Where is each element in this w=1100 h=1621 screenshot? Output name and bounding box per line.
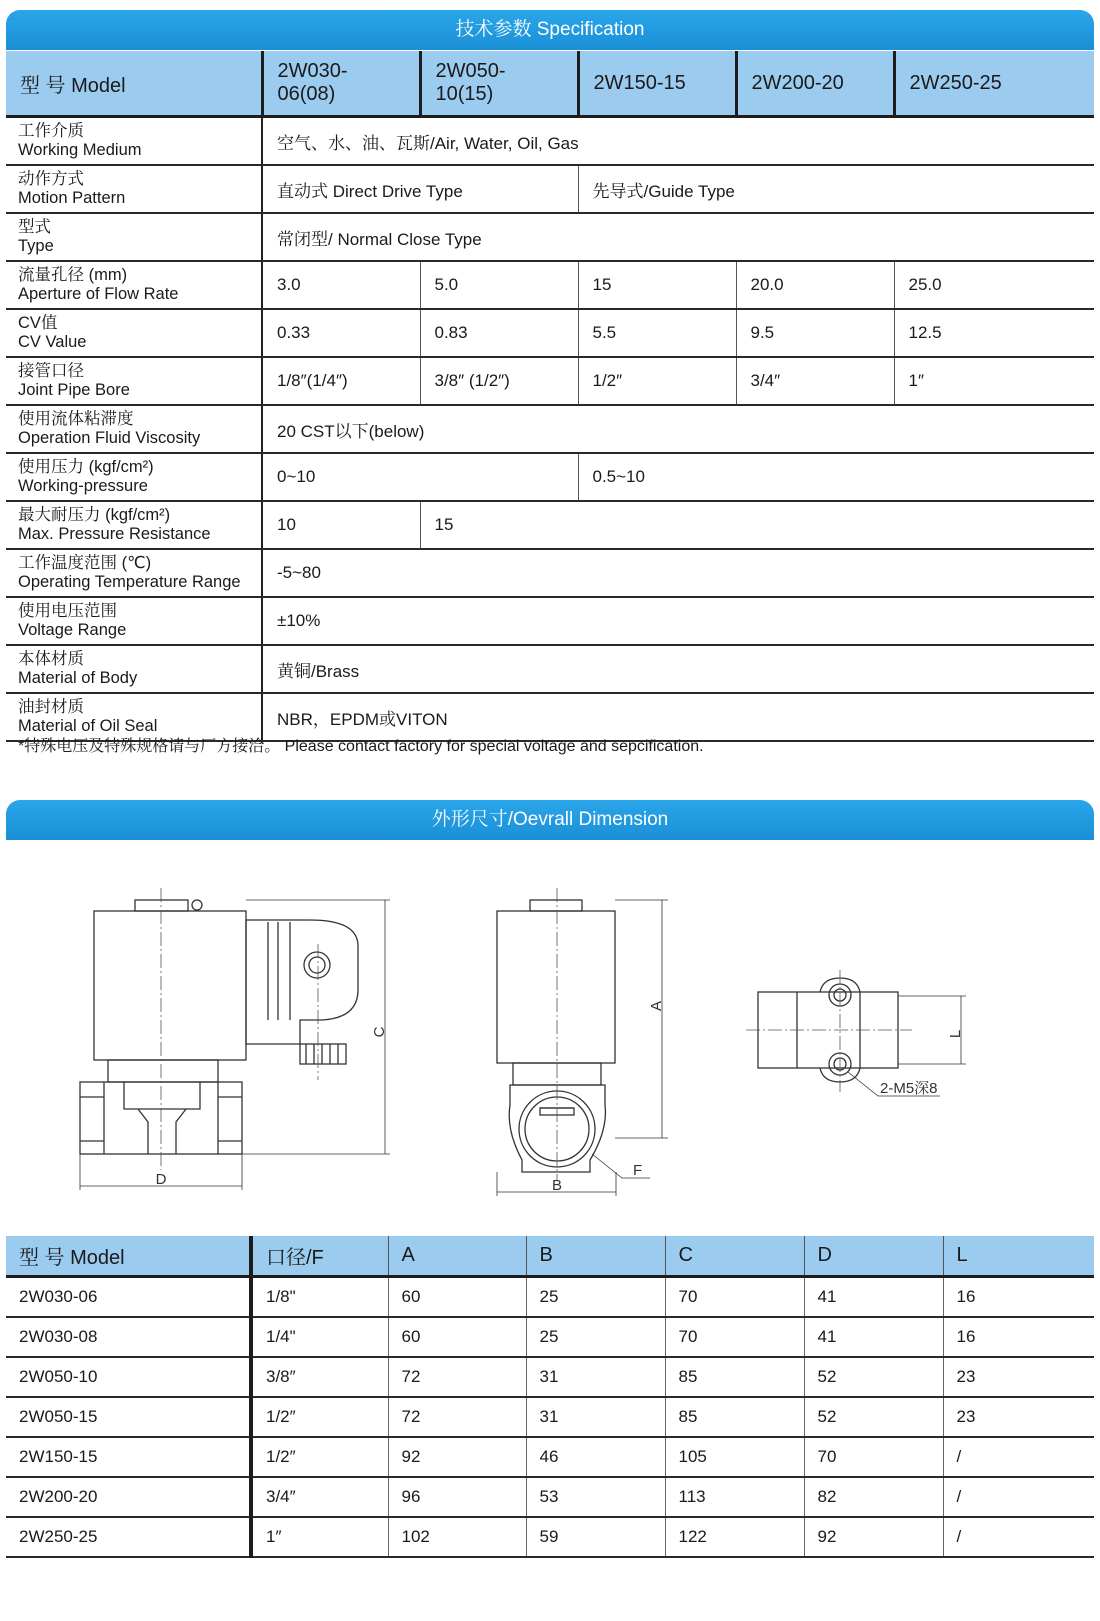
spec-value: ±10% (262, 597, 1094, 645)
row-label: 动作方式 Motion Pattern (6, 165, 262, 213)
footnote: *特殊电压及特殊规格请与厂方接洽。 Please contact factory for special voltage and sepcification. (18, 738, 704, 755)
column-header: D (804, 1236, 943, 1277)
model-column-header: 2W150-15 (578, 51, 736, 117)
spec-value: 9.5 (736, 309, 894, 357)
spec-value: 10 (262, 501, 420, 549)
row-label: 使用电压范围 Voltage Range (6, 597, 262, 645)
spec-value: 0.83 (420, 309, 578, 357)
table-cell: 16 (943, 1317, 1094, 1357)
spec-value: 3/8″ (1/2″) (420, 357, 578, 405)
dim-label-a: A (648, 1000, 665, 1012)
dimension-header-row (6, 1236, 1094, 1277)
table-cell: 3/4″ (251, 1477, 388, 1517)
table-cell: 52 (804, 1357, 943, 1397)
table-cell: / (943, 1477, 1094, 1517)
table-row (6, 1397, 1094, 1437)
spec-value: 20.0 (736, 261, 894, 309)
thread-label: 2-M5深8 (880, 1080, 938, 1097)
spec-value: 1/2″ (578, 357, 736, 405)
dim-label-l: L (947, 1029, 964, 1039)
row-label: 油封材质 Material of Oil Seal (6, 693, 262, 741)
model-column-header: 2W050-10(15) (420, 51, 578, 117)
spec-value: 直动式 Direct Drive Type (262, 165, 578, 213)
aperture-row (6, 261, 1094, 309)
table-cell: 52 (804, 1397, 943, 1437)
row-label: 使用流体粘滞度 Operation Fluid Viscosity (6, 405, 262, 453)
table-cell: 1/4" (251, 1317, 388, 1357)
table-cell: 16 (943, 1277, 1094, 1318)
spec-value: 空气、水、油、瓦斯/Air, Water, Oil, Gas (262, 117, 1094, 166)
max-pressure-row (6, 501, 1094, 549)
spec-value: 15 (420, 501, 1094, 549)
body-material-row (6, 645, 1094, 693)
table-row (6, 1357, 1094, 1397)
dim-label-b: B (551, 1177, 563, 1194)
table-cell: 122 (665, 1517, 804, 1557)
spec-value: 12.5 (894, 309, 1094, 357)
table-cell: 60 (388, 1277, 526, 1318)
table-cell: 2W050-10 (6, 1357, 251, 1397)
table-cell: 2W030-08 (6, 1317, 251, 1357)
spec-value: 0~10 (262, 453, 578, 501)
side-coil (497, 911, 615, 1063)
spec-value: 常闭型/ Normal Close Type (262, 213, 1094, 261)
coil-body (94, 911, 246, 1060)
row-label: 工作介质 Working Medium (6, 117, 262, 166)
table-cell: 82 (804, 1477, 943, 1517)
dimension-drawing (0, 860, 1100, 1220)
specification-table (6, 51, 1094, 742)
temperature-row (6, 549, 1094, 597)
table-cell: 2W050-15 (6, 1397, 251, 1437)
row-label: 本体材质 Material of Body (6, 645, 262, 693)
table-cell: 2W200-20 (6, 1477, 251, 1517)
column-header: 型 号 Model (6, 1236, 251, 1277)
type-row (6, 213, 1094, 261)
table-cell: / (943, 1437, 1094, 1477)
spec-value: 3/4″ (736, 357, 894, 405)
column-header: L (943, 1236, 1094, 1277)
model-column-header: 2W030-06(08) (262, 51, 420, 117)
dimension-table-body (6, 1277, 1094, 1558)
spec-value: 3.0 (262, 261, 420, 309)
spec-header-row (6, 51, 1094, 117)
table-cell: 70 (665, 1317, 804, 1357)
spec-value: 15 (578, 261, 736, 309)
table-row (6, 1277, 1094, 1318)
table-cell: 72 (388, 1357, 526, 1397)
table-cell: / (943, 1517, 1094, 1557)
working-medium-row (6, 117, 1094, 166)
table-cell: 2W150-15 (6, 1437, 251, 1477)
table-cell: 59 (526, 1517, 665, 1557)
spec-value: 0.33 (262, 309, 420, 357)
row-label: 型式 Type (6, 213, 262, 261)
column-header: A (388, 1236, 526, 1277)
dim-label-c: C (371, 1026, 388, 1038)
table-cell: 102 (388, 1517, 526, 1557)
row-label: 接管口径 Joint Pipe Bore (6, 357, 262, 405)
column-header: 口径/F (251, 1236, 388, 1277)
table-cell: 1/2″ (251, 1437, 388, 1477)
table-row (6, 1317, 1094, 1357)
spec-value: 先导式/Guide Type (578, 165, 1094, 213)
table-cell: 70 (665, 1277, 804, 1318)
viscosity-row (6, 405, 1094, 453)
motion-pattern-row (6, 165, 1094, 213)
table-cell: 70 (804, 1437, 943, 1477)
table-cell: 41 (804, 1277, 943, 1318)
row-label: CV值 CV Value (6, 309, 262, 357)
dimension-table (6, 1236, 1094, 1558)
row-label: 使用压力 (kgf/cm²) Working-pressure (6, 453, 262, 501)
table-cell: 1/8" (251, 1277, 388, 1318)
dimension-section-title: 外形尺寸/Oevrall Dimension (6, 800, 1094, 840)
table-cell: 60 (388, 1317, 526, 1357)
table-cell: 23 (943, 1357, 1094, 1397)
table-cell: 3/8″ (251, 1357, 388, 1397)
table-cell: 2W030-06 (6, 1277, 251, 1318)
pipe-bore-row (6, 357, 1094, 405)
table-row (6, 1477, 1094, 1517)
table-cell: 53 (526, 1477, 665, 1517)
row-label: 流量孔径 (mm) Aperture of Flow Rate (6, 261, 262, 309)
voltage-row (6, 597, 1094, 645)
spec-value: 1/8″(1/4″) (262, 357, 420, 405)
column-header: B (526, 1236, 665, 1277)
table-row (6, 1517, 1094, 1557)
spec-value: 25.0 (894, 261, 1094, 309)
model-header: 型 号 Model (6, 51, 262, 117)
spec-value: -5~80 (262, 549, 1094, 597)
connector-housing (246, 920, 358, 1044)
spec-value: 5.5 (578, 309, 736, 357)
table-cell: 85 (665, 1397, 804, 1437)
table-cell: 85 (665, 1357, 804, 1397)
row-label: 工作温度范围 (℃) Operating Temperature Range (6, 549, 262, 597)
table-cell: 113 (665, 1477, 804, 1517)
table-cell: 96 (388, 1477, 526, 1517)
table-cell: 25 (526, 1317, 665, 1357)
table-cell: 72 (388, 1397, 526, 1437)
column-header: C (665, 1236, 804, 1277)
table-cell: 1″ (251, 1517, 388, 1557)
spec-section-title: 技术参数 Specification (6, 10, 1094, 50)
table-cell: 92 (804, 1517, 943, 1557)
table-cell: 92 (388, 1437, 526, 1477)
table-cell: 23 (943, 1397, 1094, 1437)
table-cell: 31 (526, 1397, 665, 1437)
row-label: 最大耐压力 (kgf/cm²) Max. Pressure Resistance (6, 501, 262, 549)
spec-value: 0.5~10 (578, 453, 1094, 501)
model-column-header: 2W200-20 (736, 51, 894, 117)
dim-label-f: F (633, 1162, 643, 1179)
table-cell: 2W250-25 (6, 1517, 251, 1557)
table-cell: 31 (526, 1357, 665, 1397)
table-row (6, 1437, 1094, 1477)
model-column-header: 2W250-25 (894, 51, 1094, 117)
spec-value: NBR，EPDM或VITON (262, 693, 1094, 741)
table-cell: 1/2″ (251, 1397, 388, 1437)
spec-value: 黄铜/Brass (262, 645, 1094, 693)
spec-value: 1″ (894, 357, 1094, 405)
dim-label-d: D (155, 1171, 167, 1188)
table-cell: 105 (665, 1437, 804, 1477)
working-pressure-row (6, 453, 1094, 501)
cv-row (6, 309, 1094, 357)
table-cell: 46 (526, 1437, 665, 1477)
spec-value: 20 CST以下(below) (262, 405, 1094, 453)
table-cell: 41 (804, 1317, 943, 1357)
spec-value: 5.0 (420, 261, 578, 309)
table-cell: 25 (526, 1277, 665, 1318)
